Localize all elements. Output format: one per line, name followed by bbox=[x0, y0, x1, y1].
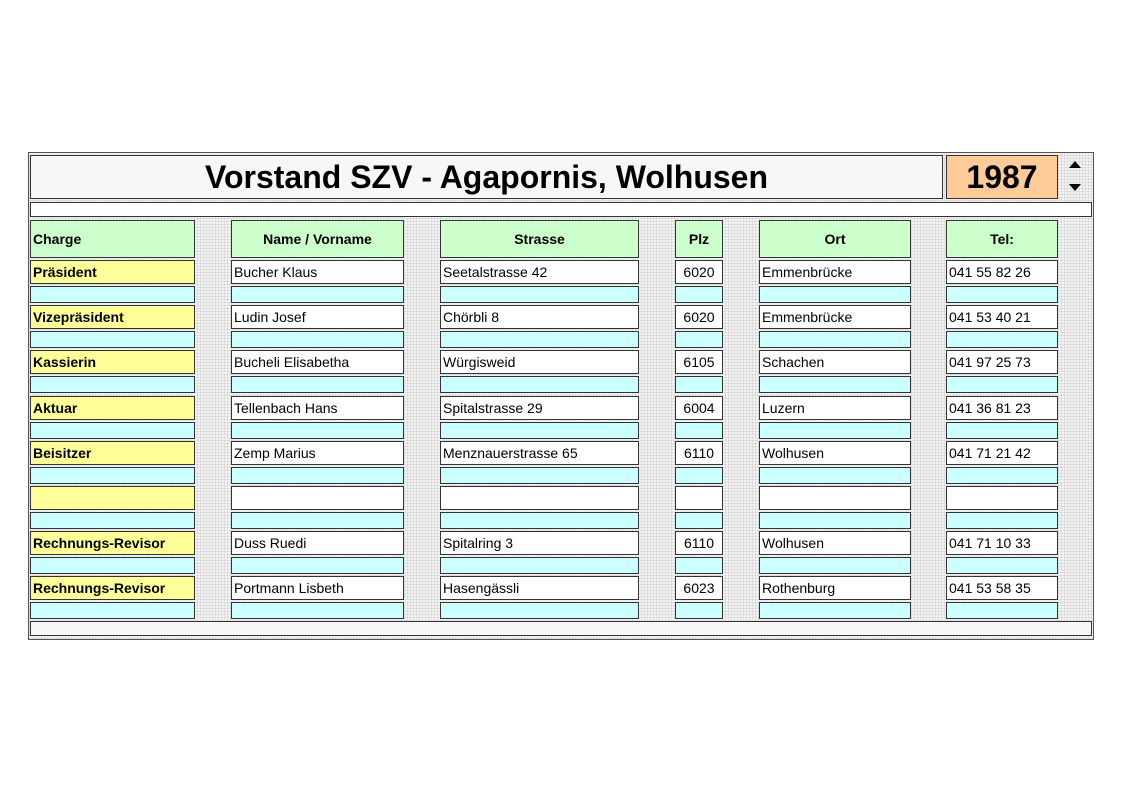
cell-strasse[interactable]: Spitalring 3 bbox=[440, 531, 639, 555]
separator-name bbox=[231, 331, 404, 348]
separator-plz bbox=[675, 512, 723, 529]
separator-ort bbox=[759, 467, 911, 484]
header-name: Name / Vorname bbox=[231, 220, 404, 258]
cell-tel[interactable]: 041 97 25 73 bbox=[946, 350, 1058, 374]
cell-strasse[interactable]: Spitalstrasse 29 bbox=[440, 396, 639, 420]
cell-charge[interactable]: Rechnungs-Revisor bbox=[30, 576, 195, 600]
separator-strasse bbox=[440, 376, 639, 393]
cell-strasse[interactable] bbox=[440, 486, 639, 510]
separator-strasse bbox=[440, 557, 639, 574]
cell-charge[interactable]: Rechnungs-Revisor bbox=[30, 531, 195, 555]
cell-tel[interactable]: 041 36 81 23 bbox=[946, 396, 1058, 420]
separator-tel bbox=[946, 422, 1058, 439]
separator-ort bbox=[759, 422, 911, 439]
cell-name[interactable]: Bucheli Elisabetha bbox=[231, 350, 404, 374]
cell-plz[interactable]: 6110 bbox=[675, 531, 723, 555]
separator-strasse bbox=[440, 286, 639, 303]
header-plz: Plz bbox=[675, 220, 723, 258]
year-field[interactable]: 1987 bbox=[946, 155, 1058, 199]
header-strasse: Strasse bbox=[440, 220, 639, 258]
year-spinner[interactable] bbox=[1064, 156, 1086, 196]
separator-plz bbox=[675, 602, 723, 619]
cell-plz[interactable]: 6023 bbox=[675, 576, 723, 600]
cell-charge[interactable]: Kassierin bbox=[30, 350, 195, 374]
separator-charge bbox=[30, 512, 195, 529]
separator-charge bbox=[30, 286, 195, 303]
cell-name[interactable] bbox=[231, 486, 404, 510]
footer-strip bbox=[30, 621, 1092, 636]
separator-strasse bbox=[440, 331, 639, 348]
cell-charge[interactable]: Aktuar bbox=[30, 396, 195, 420]
cell-charge[interactable]: Vizepräsident bbox=[30, 305, 195, 329]
page-title: Vorstand SZV - Agapornis, Wolhusen bbox=[30, 155, 943, 199]
cell-charge[interactable]: Beisitzer bbox=[30, 441, 195, 465]
separator-strasse bbox=[440, 602, 639, 619]
separator-charge bbox=[30, 557, 195, 574]
cell-ort[interactable]: Schachen bbox=[759, 350, 911, 374]
cell-tel[interactable]: 041 71 10 33 bbox=[946, 531, 1058, 555]
separator-ort bbox=[759, 557, 911, 574]
separator-charge bbox=[30, 467, 195, 484]
cell-tel[interactable]: 041 55 82 26 bbox=[946, 260, 1058, 284]
cell-ort[interactable]: Emmenbrücke bbox=[759, 260, 911, 284]
separator-strasse bbox=[440, 422, 639, 439]
cell-ort[interactable]: Rothenburg bbox=[759, 576, 911, 600]
separator-plz bbox=[675, 331, 723, 348]
cell-plz[interactable]: 6020 bbox=[675, 260, 723, 284]
separator-ort bbox=[759, 286, 911, 303]
separator-plz bbox=[675, 422, 723, 439]
cell-tel[interactable]: 041 53 40 21 bbox=[946, 305, 1058, 329]
separator-tel bbox=[946, 286, 1058, 303]
cell-name[interactable]: Ludin Josef bbox=[231, 305, 404, 329]
header-tel: Tel: bbox=[946, 220, 1058, 258]
header-charge: Charge bbox=[30, 220, 195, 258]
separator-name bbox=[231, 422, 404, 439]
cell-plz[interactable]: 6110 bbox=[675, 441, 723, 465]
separator-name bbox=[231, 557, 404, 574]
cell-ort[interactable]: Wolhusen bbox=[759, 531, 911, 555]
cell-charge[interactable] bbox=[30, 486, 195, 510]
separator-ort bbox=[759, 512, 911, 529]
spin-down-icon[interactable] bbox=[1069, 184, 1081, 191]
separator-tel bbox=[946, 602, 1058, 619]
separator-ort bbox=[759, 602, 911, 619]
separator-strasse bbox=[440, 467, 639, 484]
separator-name bbox=[231, 286, 404, 303]
cell-strasse[interactable]: Chörbli 8 bbox=[440, 305, 639, 329]
cell-name[interactable]: Tellenbach Hans bbox=[231, 396, 404, 420]
separator-charge bbox=[30, 376, 195, 393]
cell-strasse[interactable]: Hasengässli bbox=[440, 576, 639, 600]
separator-plz bbox=[675, 557, 723, 574]
cell-strasse[interactable]: Würgisweid bbox=[440, 350, 639, 374]
separator-ort bbox=[759, 331, 911, 348]
cell-strasse[interactable]: Menznauerstrasse 65 bbox=[440, 441, 639, 465]
separator-tel bbox=[946, 331, 1058, 348]
cell-tel[interactable] bbox=[946, 486, 1058, 510]
cell-ort[interactable]: Emmenbrücke bbox=[759, 305, 911, 329]
cell-name[interactable]: Portmann Lisbeth bbox=[231, 576, 404, 600]
separator-tel bbox=[946, 376, 1058, 393]
separator-charge bbox=[30, 331, 195, 348]
separator-name bbox=[231, 376, 404, 393]
separator-plz bbox=[675, 467, 723, 484]
spin-up-icon[interactable] bbox=[1069, 161, 1081, 168]
cell-plz[interactable]: 6105 bbox=[675, 350, 723, 374]
cell-ort[interactable]: Wolhusen bbox=[759, 441, 911, 465]
separator-tel bbox=[946, 512, 1058, 529]
separator-charge bbox=[30, 422, 195, 439]
cell-tel[interactable]: 041 53 58 35 bbox=[946, 576, 1058, 600]
separator-plz bbox=[675, 376, 723, 393]
cell-ort[interactable]: Luzern bbox=[759, 396, 911, 420]
header-ort: Ort bbox=[759, 220, 911, 258]
separator-name bbox=[231, 602, 404, 619]
cell-charge[interactable]: Präsident bbox=[30, 260, 195, 284]
cell-name[interactable]: Zemp Marius bbox=[231, 441, 404, 465]
cell-strasse[interactable]: Seetalstrasse 42 bbox=[440, 260, 639, 284]
separator-tel bbox=[946, 467, 1058, 484]
cell-plz[interactable] bbox=[675, 486, 723, 510]
cell-plz[interactable]: 6020 bbox=[675, 305, 723, 329]
cell-name[interactable]: Bucher Klaus bbox=[231, 260, 404, 284]
cell-ort[interactable] bbox=[759, 486, 911, 510]
cell-tel[interactable]: 041 71 21 42 bbox=[946, 441, 1058, 465]
cell-name[interactable]: Duss Ruedi bbox=[231, 531, 404, 555]
separator-ort bbox=[759, 376, 911, 393]
separator-strasse bbox=[440, 512, 639, 529]
spacer-strip bbox=[30, 202, 1092, 217]
separator-plz bbox=[675, 286, 723, 303]
cell-plz[interactable]: 6004 bbox=[675, 396, 723, 420]
separator-name bbox=[231, 467, 404, 484]
separator-charge bbox=[30, 602, 195, 619]
separator-tel bbox=[946, 557, 1058, 574]
separator-name bbox=[231, 512, 404, 529]
